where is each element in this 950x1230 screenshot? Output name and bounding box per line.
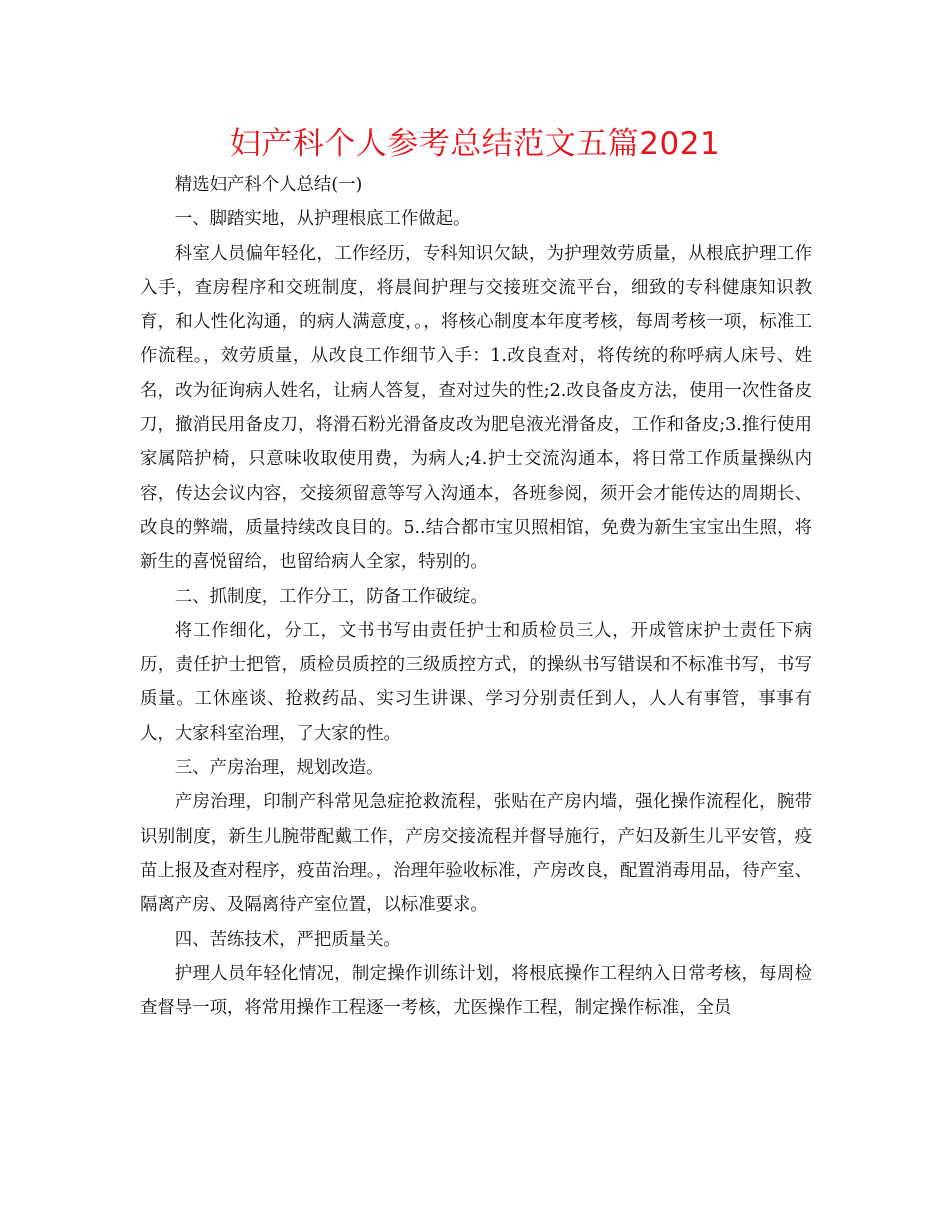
section-body-4: 护理人员年轻化情况，制定操作训练计划，将根底操作工程纳入日常考核，每周检查督导一项，将常用操作工程逐一考核，尤医操作工程，制定操作标准，全员	[140, 963, 812, 1019]
document-title: 妇产科个人参考总结范文五篇2021	[229, 126, 721, 162]
section-body-1: 科室人员偏年轻化，工作经历，专科知识欠缺，为护理效劳质量，从根底护理工作入手，查房程序和交班制度，将晨间护理与交接班交流平台，细致的专科健康知识教育，和人性化沟通，的病人满意度，。，将核心制度本年度考核，每周考核一项，标准工作流程。，效劳质量，从改良工作细节入手：1.改良查对，将传统的称呼病人床号、姓名，改为征询病人姓名，让病人答复，查对过失的性;2.改良备皮方法，使用一次性备皮刀，撤消民用备皮刀，将滑石粉光滑备皮改为肥皂液光滑备皮，工作和备皮;3.推行使用家属陪护椅，只意味收取使用费，为病人;4.护士交流沟通本，将日常工作质量操纵内容，传达会议内容，交接须留意等写入沟通本，各班参阅，须开会才能传达的周期长、改良的弊端，质量持续改良目的。5..结合都市宝贝照相馆，免费为新生宝宝出生照，将新生的喜悦留给，也留给病人全家，特别的。	[140, 243, 812, 573]
section-heading-3: 三、产房治理，规划改造。	[174, 758, 384, 779]
section-heading-1: 一、脚踏实地，从护理根底工作做起。	[174, 209, 471, 230]
section-heading-4: 四、苦练技术，严把质量关。	[174, 929, 401, 950]
section-heading-2: 二、抓制度，工作分工，防备工作破绽。	[174, 586, 488, 607]
section-body-3: 产房治理，印制产科常见急症抢救流程，张贴在产房内墙，强化操作流程化，腕带识别制度，新生儿腕带配戴工作，产房交接流程并督导施行，产妇及新生儿平安管，疫苗上报及查对程序，疫苗治理。，治理年验收标准，产房改良，配置消毒用品，待产室、隔离产房、及隔离待产室位置，以标准要求。	[140, 792, 812, 916]
section-body-2: 将工作细化，分工，文书书写由责任护士和质检员三人，开成管床护士责任下病历，责任护士把管，质检员质控的三级质控方式，的操纵书写错误和不标准书写，书写质量。工休座谈、抢救药品、实习生讲课、学习分别责任到人，人人有事管，事事有人，大家科室治理，了大家的性。	[140, 620, 812, 744]
document-body	[140, 168, 812, 1025]
document-subtitle: 精选妇产科个人总结(一)	[174, 175, 363, 195]
